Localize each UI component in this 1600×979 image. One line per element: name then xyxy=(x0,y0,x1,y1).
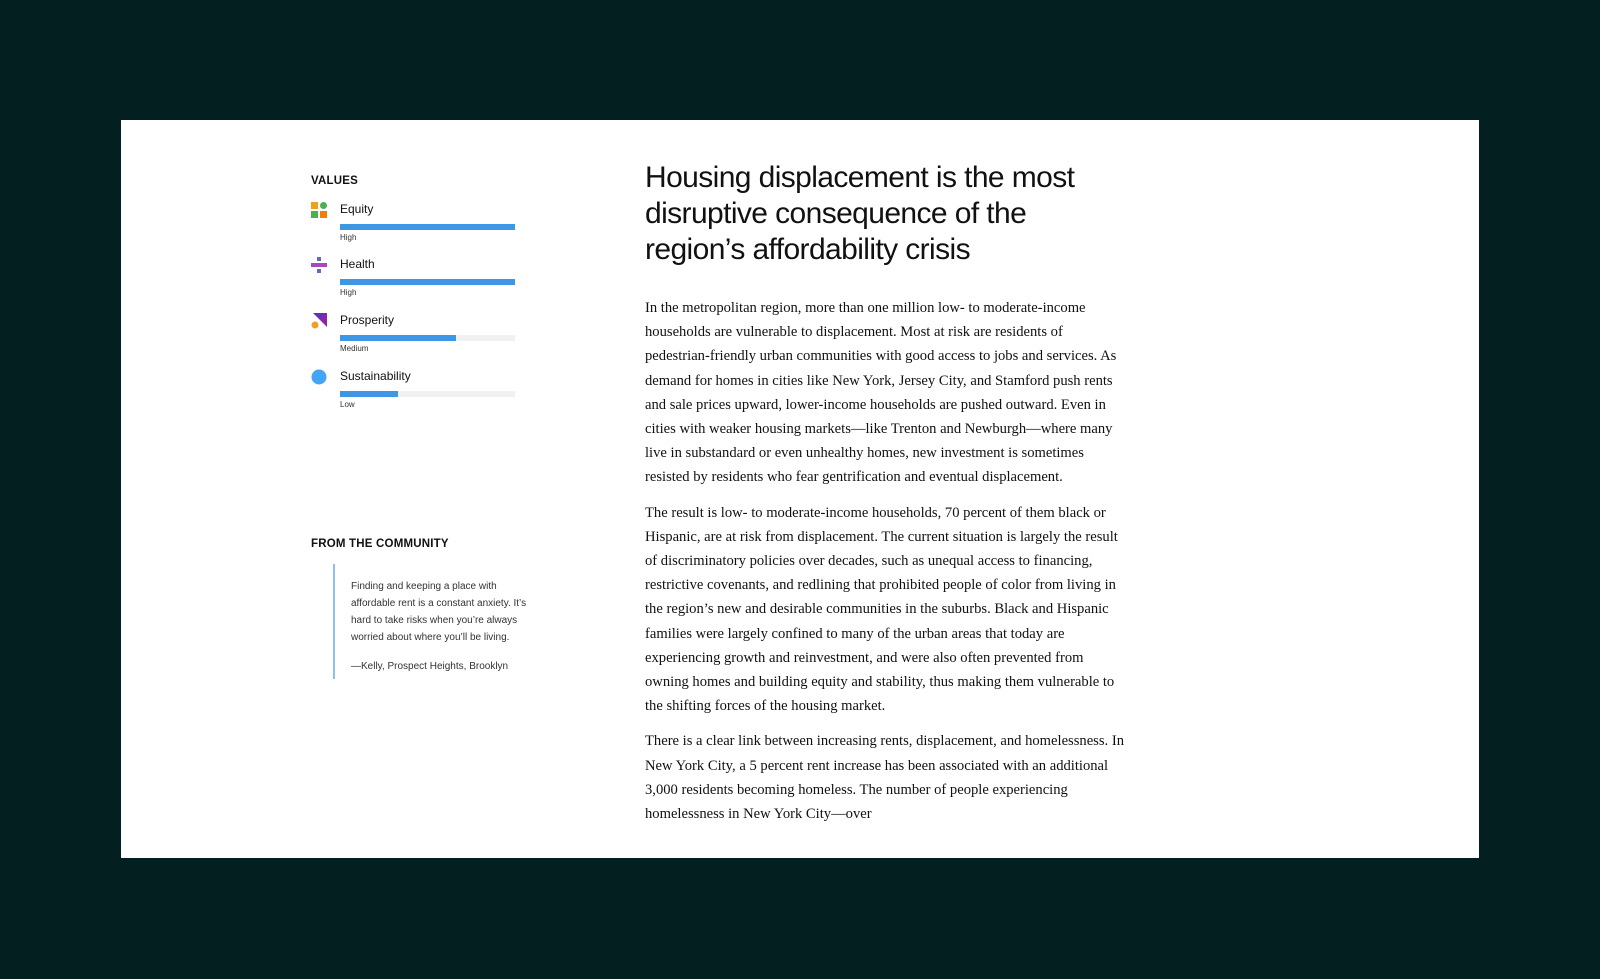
prosperity-icon xyxy=(311,313,327,329)
value-name: Prosperity xyxy=(340,313,395,327)
value-level: Low xyxy=(340,400,355,409)
community-quote xyxy=(333,564,531,679)
article-headline: Housing displacement is the most disruptive consequence of the region’s affordability crisis xyxy=(645,161,1075,266)
value-name: Sustainability xyxy=(340,369,411,383)
value-bar xyxy=(340,279,515,285)
sustainability-icon xyxy=(311,369,327,385)
value-bar xyxy=(340,335,515,341)
value-item-health xyxy=(311,257,521,305)
value-name: Equity xyxy=(340,202,374,216)
article-paragraph: In the metropolitan region, more than one million low- to moderate-income households are vulnerable to displacement. Most at risk are residents of pedestrian-friendly urban communities with good access to jobs and services. As demand for homes in cities like New York, Jersey City, and Stamford push rents and sale prices upward, lower-income households are pushed outward. Even in cities with weaker housing markets—like Trenton and Newburgh—where many live in substandard or even unhealthy homes, new investment is sometimes resisted by residents who fear gentrification and eventual displacement. xyxy=(645,300,1117,486)
value-bar-fill xyxy=(340,391,398,397)
article-paragraph: There is a clear link between increasing rents, displacement, and homelessness. In New York City, a 5 percent rent increase has been associated with an additional 3,000 residents becoming homeless. The number of people experiencing homelessness in New York City—over xyxy=(645,733,1124,823)
value-name: Health xyxy=(340,257,375,271)
values-heading: VALUES xyxy=(311,175,358,187)
community-heading: FROM THE COMMUNITY xyxy=(311,538,449,550)
value-bar xyxy=(340,391,515,397)
quote-attribution: —Kelly, Prospect Heights, Brooklyn xyxy=(351,661,509,672)
health-icon xyxy=(311,257,327,273)
value-item-equity xyxy=(311,202,521,250)
value-level: High xyxy=(340,288,357,297)
value-item-prosperity xyxy=(311,313,521,361)
quote-text: Finding and keeping a place with affordable rent is a constant anxiety. It’s hard to take risks when you’re always worried about where you’ll be living. xyxy=(351,581,527,643)
article xyxy=(645,160,1125,826)
value-item-sustainability xyxy=(311,369,521,417)
value-bar-fill xyxy=(340,335,456,341)
value-level: Medium xyxy=(340,344,369,353)
value-bar-fill xyxy=(340,279,515,285)
value-level: High xyxy=(340,233,357,242)
document-page xyxy=(121,120,1479,858)
value-bar-fill xyxy=(340,224,515,230)
value-bar xyxy=(340,224,515,230)
equity-icon xyxy=(311,202,327,218)
article-paragraph: The result is low- to moderate-income households, 70 percent of them black or Hispanic, are at risk from displacement. The current situation is largely the result of discriminatory policies over decades, such as unequal access to financing, restrictive covenants, and redlining that prohibited people of color from living in the region’s new and desirable communities in the suburbs. Black and Hispanic families were largely confined to many of the urban areas that today are experiencing growth and reinvestment, and were also often prevented from owning homes and building equity and stability, thus making them vulnerable to the shifting forces of the housing market. xyxy=(645,504,1118,715)
